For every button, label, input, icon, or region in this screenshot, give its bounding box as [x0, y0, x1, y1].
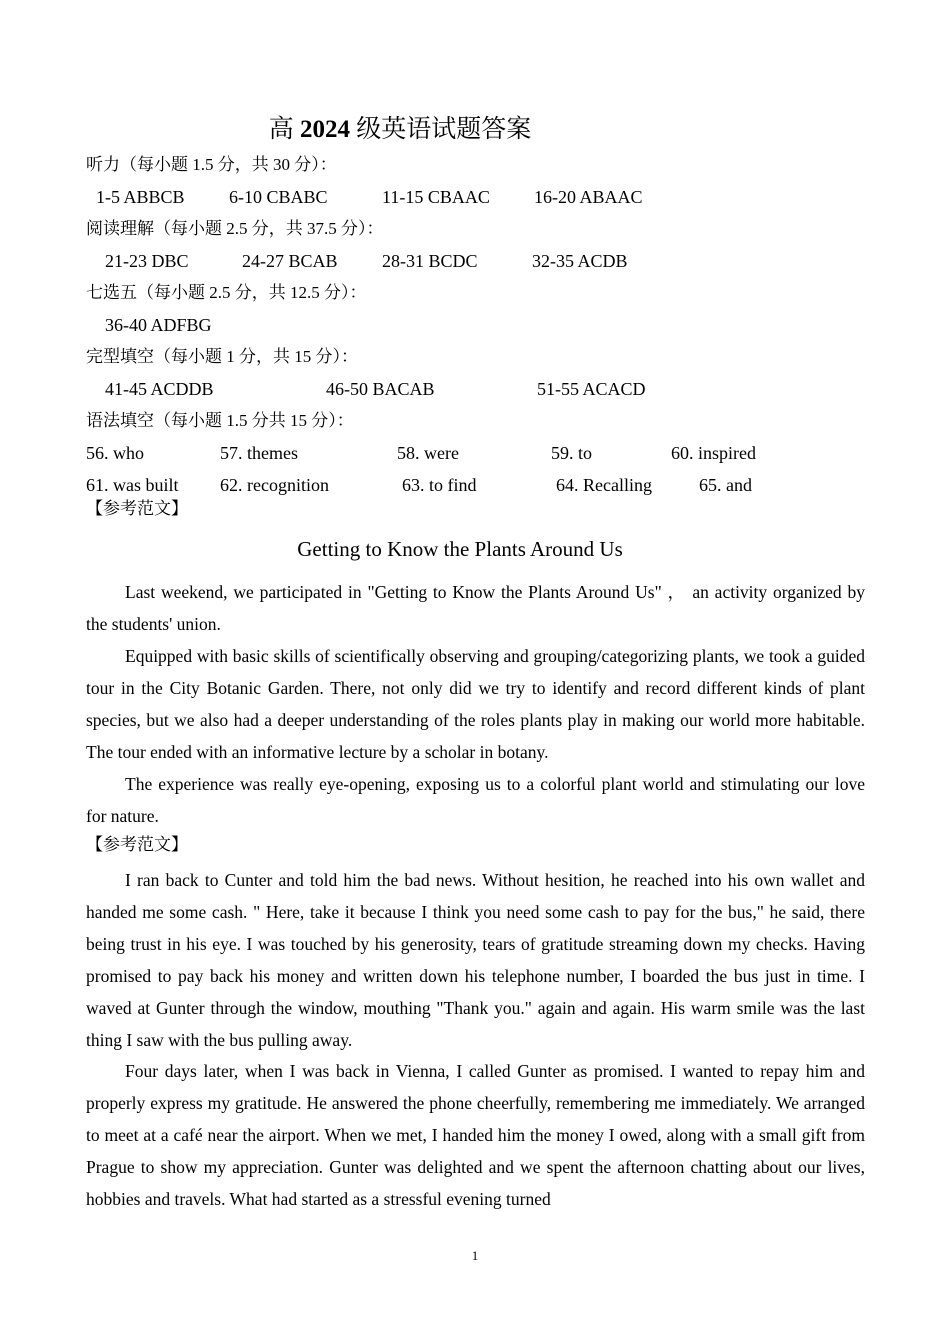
page-title: 高 2024 级英语试题答案: [268, 116, 532, 143]
cloze-answer: 41-45 ACDDB: [105, 379, 214, 399]
listening-answer: 11-15 CBAAC: [382, 187, 490, 207]
grammar-answer: 61. was built: [86, 475, 179, 495]
page-number: 1: [471, 1248, 479, 1263]
cloze-answer: 46-50 BACAB: [326, 379, 435, 399]
grammar-answer: 59. to: [551, 443, 593, 463]
essay-paragraph: Four days later, when I was back in Vienna, I called Gunter as promised. I wanted to repay him and properly express my gratitude. He answered the phone cheerfully, remembering me immediately. We arranged to meet at a café near the airport. When we met, I handed him the money I owed, along with a small gift from Prague to show my appreciation. Gunter was delighted and we spent the afternoon chatting about our lives, hobbies and travels. What had started as a stressful evening turned: [86, 1061, 865, 1209]
grammar-answer: 65. and: [699, 475, 752, 495]
grammar-answer: 64. Recalling: [556, 475, 652, 495]
grammar-answer: 60. inspired: [671, 443, 756, 463]
seven-five-heading: 七选五（每小题 2.5 分，共 12.5 分）：: [86, 283, 367, 302]
listening-answer: 1-5 ABBCB: [96, 187, 185, 207]
sample-essay-label: 【参考范文】: [86, 499, 188, 518]
reading-heading: 阅读理解（每小题 2.5 分，共 37.5 分）：: [86, 219, 384, 238]
grammar-answer: 58. were: [397, 443, 459, 463]
cloze-answer: 51-55 ACACD: [537, 379, 646, 399]
reading-answer: 28-31 BCDC: [382, 251, 478, 271]
listening-answer: 16-20 ABAAC: [534, 187, 643, 207]
essay-paragraph: I ran back to Cunter and told him the bad news. Without hesition, he reached into his own wallet and handed me some cash. " Here, take it because I think you need some cash to pay for the bus," he said, there being trust in his eye. I was touched by his generosity, tears of gratitude streaming down my checks. Having promised to pay back his money and written down his telephone number, I boarded the bus just in time. I waved at Gunter through the window, mouthing "Thank you." again and again. His warm smile was the last thing I saw with the bus pulling away.: [86, 870, 865, 1050]
reading-answer: 32-35 ACDB: [532, 251, 628, 271]
grammar-heading: 语法填空（每小题 1.5 分共 15 分）：: [86, 411, 354, 430]
cloze-heading: 完型填空（每小题 1 分，共 15 分）：: [86, 347, 358, 366]
grammar-answer: 63. to find: [402, 475, 477, 495]
reading-answer: 21-23 DBC: [105, 251, 189, 271]
seven-five-answer: 36-40 ADFBG: [105, 315, 212, 335]
listening-answer: 6-10 CBABC: [229, 187, 328, 207]
essay-paragraph: Equipped with basic skills of scientifically observing and grouping/categorizing plants, we took a guided tour in the City Botanic Garden. There, not only did we try to identify and record different kinds of plant species, but we also had a deeper understanding of the roles plants play in making our world more habitable. The tour ended with an informative lecture by a scholar in botany.: [86, 646, 865, 762]
sample-essay-label: 【参考范文】: [86, 835, 188, 854]
essay-paragraph: The experience was really eye-opening, exposing us to a colorful plant world and stimulating our love for nature.: [86, 774, 865, 826]
listening-heading: 听力（每小题 1.5 分，共 30 分）：: [86, 155, 337, 174]
title-year: 2024: [300, 116, 350, 143]
grammar-answer: 56. who: [86, 443, 144, 463]
essay-paragraph: Last weekend, we participated in "Getting to Know the Plants Around Us" ， an activity organized by the students' union.: [86, 582, 865, 634]
grammar-answer: 57. themes: [220, 443, 298, 463]
grammar-answer: 62. recognition: [220, 475, 329, 495]
sample-essay-title: Getting to Know the Plants Around Us: [297, 537, 623, 561]
reading-answer: 24-27 BCAB: [242, 251, 338, 271]
